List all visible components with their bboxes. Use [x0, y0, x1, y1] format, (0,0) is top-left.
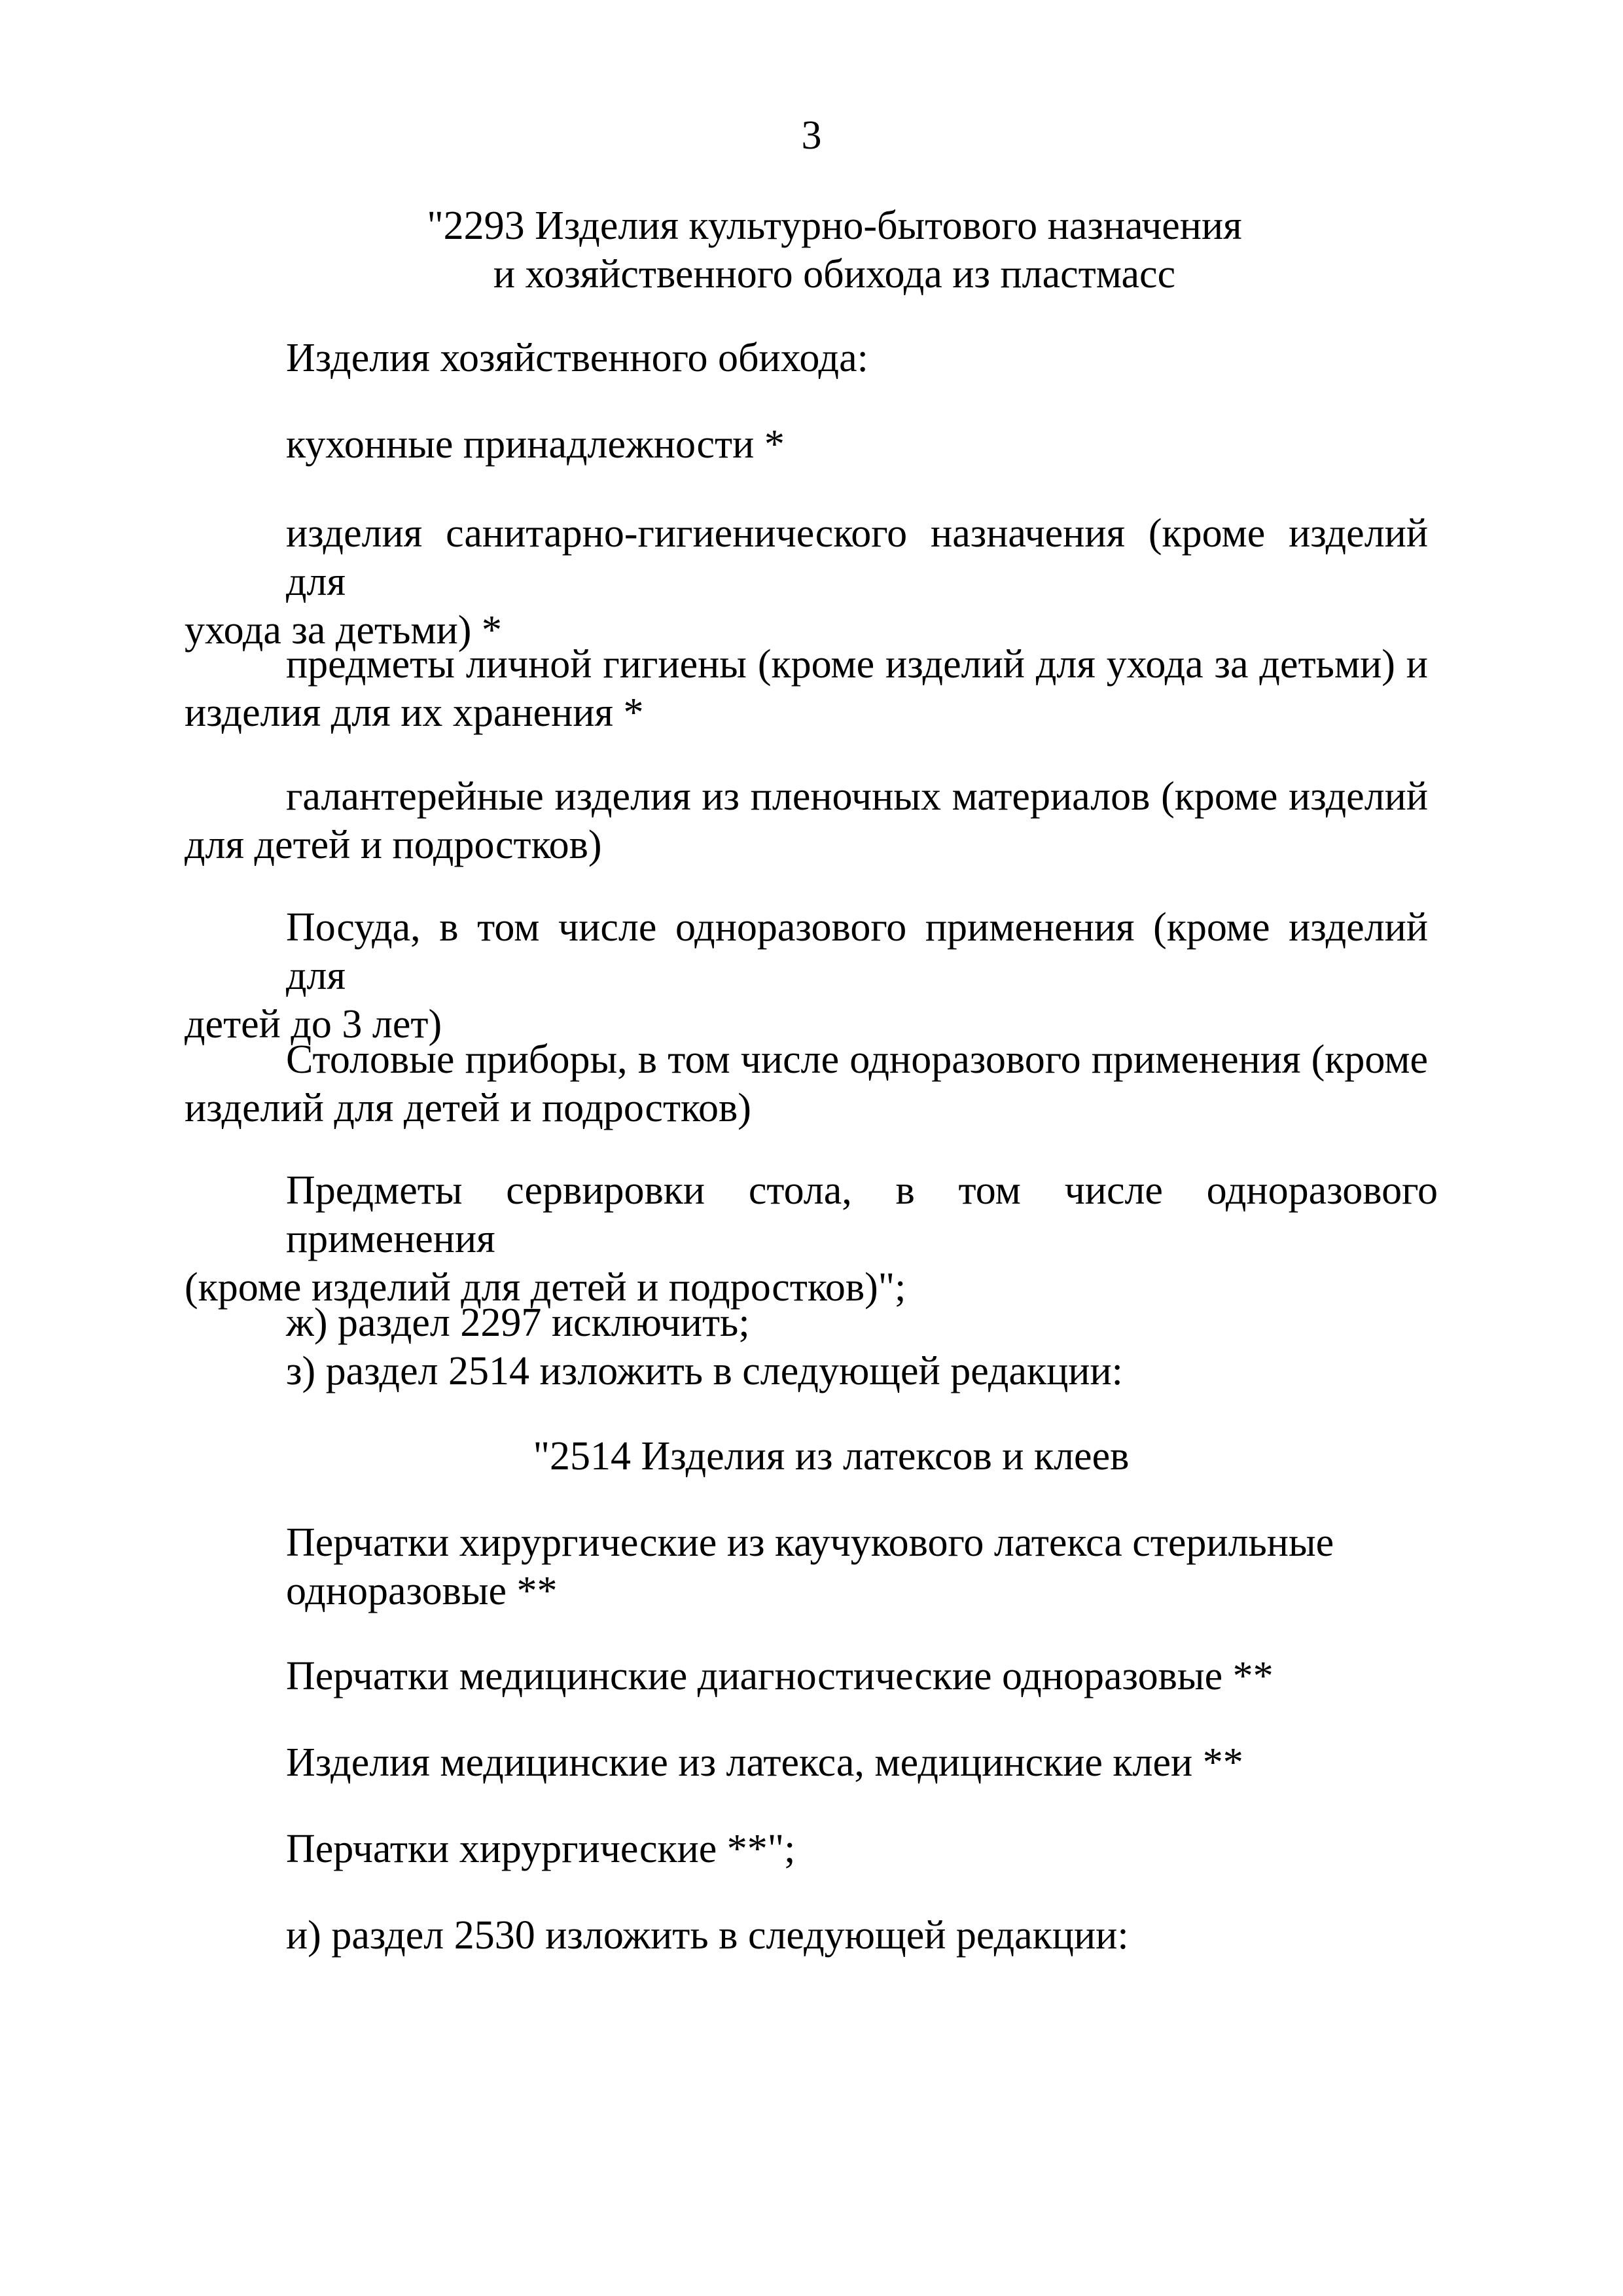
item-haberdashery	[185, 772, 1428, 869]
amendment-z: з) раздел 2514 изложить в следующей редакции:	[286, 1349, 1123, 1393]
section-2514-title: "2514 Изделия из латексов и клеев	[533, 1434, 1130, 1479]
item-sanitary-products	[185, 509, 1428, 655]
item-personal-hygiene	[185, 640, 1428, 737]
page-number: 3	[801, 113, 822, 158]
item-line: ухода за детьми) *	[185, 608, 502, 653]
section-2293-title-line1: "2293 Изделия культурно-бытового назначения	[427, 204, 1242, 248]
section-2293-heading: Изделия хозяйственного обихода:	[286, 336, 868, 380]
item-line: изделия для их хранения *	[185, 691, 644, 735]
item-line: Столовые приборы, в том числе одноразового применения (кроме	[286, 1037, 1428, 1082]
item-line: детей до 3 лет)	[185, 1002, 442, 1047]
item-surgical-gloves: Перчатки хирургические **";	[286, 1827, 796, 1871]
amendment-i: и) раздел 2530 изложить в следующей редакции:	[286, 1913, 1129, 1958]
item-surgical-gloves-latex-line1: Перчатки хирургические из каучукового латекса стерильные	[286, 1520, 1334, 1565]
item-diagnostic-gloves: Перчатки медицинские диагностические одноразовые **	[286, 1654, 1274, 1698]
item-line: Предметы сервировки стола, в том числе одноразового применения	[286, 1168, 1438, 1261]
section-2293-title-line2: и хозяйственного обихода из пластмасс	[493, 252, 1176, 296]
item-tableware	[185, 903, 1428, 1049]
item-line: предметы личной гигиены (кроме изделий для ухода за детьми) и	[286, 642, 1428, 687]
item-line: Посуда, в том числе одноразового применения (кроме изделий для	[286, 905, 1428, 998]
item-kitchen-accessories: кухонные принадлежности *	[286, 422, 785, 467]
item-surgical-gloves-latex-line2: одноразовые **	[286, 1569, 558, 1613]
item-cutlery	[185, 1035, 1428, 1132]
item-line: изделий для детей и подростков)	[185, 1086, 751, 1130]
item-line: (кроме изделий для детей и подростков)";	[185, 1265, 906, 1310]
item-line: изделия санитарно-гигиенического назначения (кроме изделий для	[286, 511, 1428, 604]
amendment-zh: ж) раздел 2297 исключить;	[286, 1300, 750, 1345]
item-line: для детей и подростков)	[185, 823, 602, 867]
item-medical-latex: Изделия медицинские из латекса, медицинские клеи **	[286, 1740, 1243, 1785]
item-table-serving	[185, 1166, 1438, 1312]
item-line: галантерейные изделия из пленочных материалов (кроме изделий	[286, 774, 1428, 819]
